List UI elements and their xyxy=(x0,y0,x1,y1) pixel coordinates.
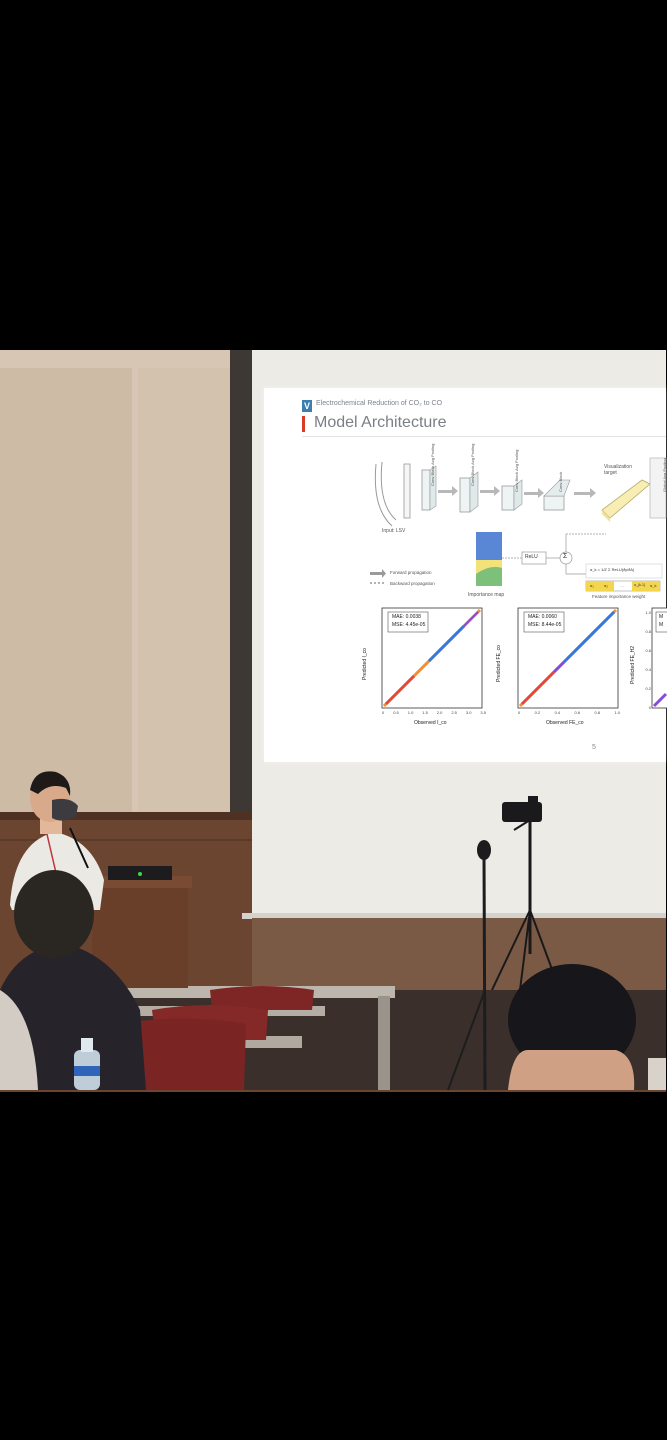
wall-pillar xyxy=(230,350,252,820)
plot-2-mae: MAE: 0.0060 xyxy=(528,614,557,620)
block-label-1: Conv Block Avg Pooling xyxy=(430,443,435,486)
visualization-label: Visualization target xyxy=(604,464,632,476)
plot-2-ticks: 0 0.2 0.4 0.6 0.8 1.0 xyxy=(518,710,620,715)
wall-panel-mid xyxy=(138,368,230,813)
plot-1-mse: MSE: 4.45e-05 xyxy=(392,622,426,628)
parity-plots xyxy=(264,602,666,762)
block-label-5: Global Avg Pooling xyxy=(662,458,667,492)
weight-cell-5: α_k xyxy=(650,583,657,588)
slide-subtitle: Electrochemical Reduction of CO₂ to CO xyxy=(316,400,443,407)
logo-badge: V xyxy=(303,401,310,411)
plot-2-ylabel: Predicted FE_co xyxy=(496,645,502,682)
relu-label: ReLU xyxy=(525,554,538,560)
plot-1-ylabel: Predicted I_co xyxy=(362,648,368,680)
weight-cell-4: α_{k-1} xyxy=(634,583,646,587)
cnn-architecture-diagram xyxy=(264,388,666,608)
sum-symbol: Σ xyxy=(563,553,568,560)
plot-1-ticks: 0 0.5 1.0 1.5 2.0 2.5 3.0 3.5 xyxy=(382,710,486,715)
conference-photo xyxy=(0,350,666,1090)
page-number: 5 xyxy=(592,744,596,751)
plot-1-mae: MAE: 0.0038 xyxy=(392,614,421,620)
weight-cell-3: … xyxy=(620,583,624,588)
feature-weight-label: Feature importance weight xyxy=(592,594,646,599)
legend-forward: Forward propagation xyxy=(390,570,432,575)
plot-2-mse: MSE: 8.44e-05 xyxy=(528,622,562,628)
importance-map-label: Importance map xyxy=(468,592,505,598)
plot-3-ylabel: Predicted FE_H2 xyxy=(630,645,636,684)
legend-backward: Backward propagation xyxy=(390,581,435,586)
wall-panel-left xyxy=(0,368,132,813)
plot-2-xlabel: Observed FE_co xyxy=(546,720,584,726)
plot-1-xlabel: Observed I_co xyxy=(414,720,447,726)
block-label-4: Conv Block xyxy=(558,471,563,492)
block-label-2: Conv Block Avg Pooling xyxy=(470,443,475,486)
weight-cell-2: α₂ xyxy=(604,583,608,588)
plot-3-stat-1: M xyxy=(659,614,664,620)
plot-3-stat-2: M xyxy=(659,622,664,628)
slide-title: Model Architecture xyxy=(314,414,447,431)
plot-3-ticks: 1.0 0.8 0.6 0.4 0.2 0 xyxy=(645,610,651,710)
block-label-3: Conv Block Avg Pooling xyxy=(514,449,519,492)
weight-cell-1: α₁ xyxy=(590,583,594,588)
presentation-slide xyxy=(264,388,666,762)
formula: α_k = 1/Z Σ ReLU(∂y/∂A) xyxy=(590,567,635,572)
input-label: Input: LSV xyxy=(382,528,406,534)
